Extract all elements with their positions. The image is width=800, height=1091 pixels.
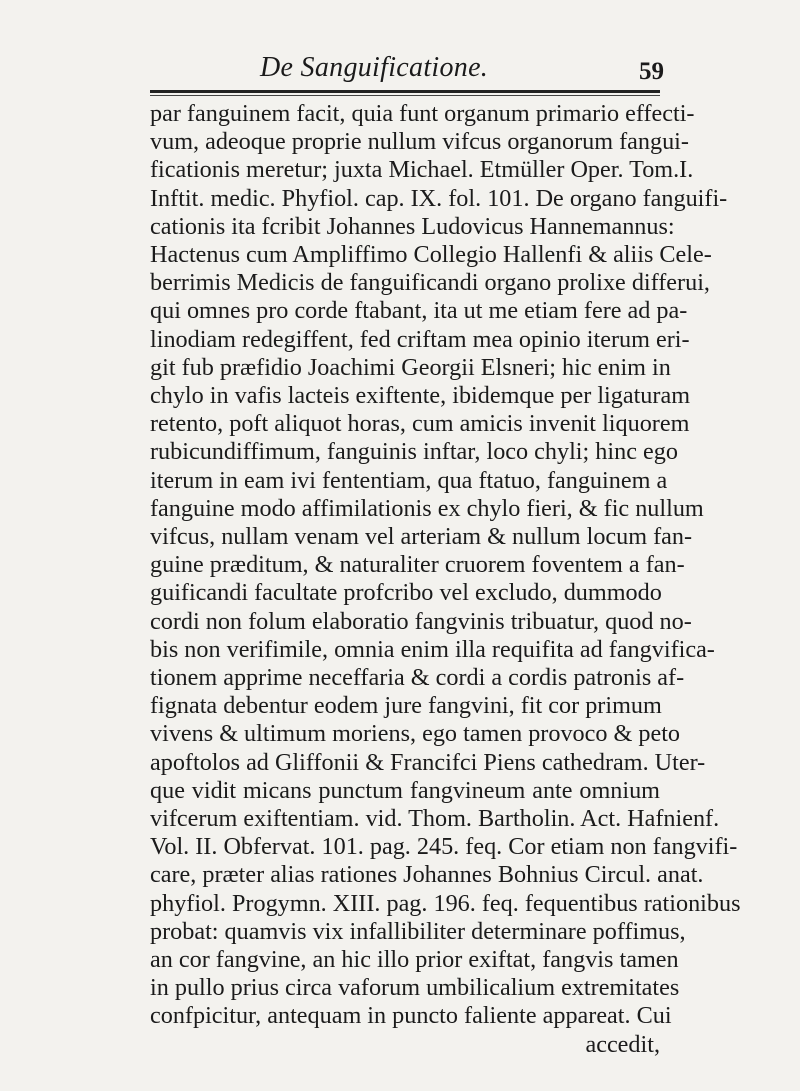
text-line: probat: quamvis vix infallibiliter determinare poffimus, (150, 917, 686, 945)
page-header (150, 50, 664, 90)
text-line: retento, poft aliquot horas, cum amicis invenit liquorem (150, 410, 690, 438)
text-line: accedit, (585, 1030, 660, 1058)
text-line: ficationis meretur; juxta Michael. Etmüller Oper. Tom.I. (150, 156, 694, 184)
text-line: cationis ita fcribit Johannes Ludovicus Hannemannus: (150, 212, 675, 240)
text-line: guificandi facultate profcribo vel excludo, dummodo (150, 579, 662, 607)
header-rule (150, 90, 660, 93)
running-title: De Sanguificatione. (260, 52, 489, 83)
text-line: vivens & ultimum moriens, ego tamen provoco & peto (150, 720, 681, 748)
text-line: vifcerum exiftentiam. vid. Thom. Bartholin. Act. Hafnienf. (150, 805, 720, 832)
text-line: cordi non folum elaboratio fangvinis tribuatur, quod no- (150, 607, 692, 635)
text-line: iterum in eam ivi fententiam, qua ftatuo, fanguinem a (150, 466, 668, 494)
text-line: Vol. II. Obfervat. 101. pag. 245. feq. Cor etiam non fangvifi- (150, 833, 738, 861)
text-line: phyfiol. Progymn. XIII. pag. 196. feq. fequentibus rationibus (150, 889, 741, 917)
text-line: qui omnes pro corde ftabant, ita ut me etiam fere ad pa- (150, 297, 688, 325)
text-line: git fub præfidio Joachimi Georgii Elsneri; hic enim in (150, 353, 671, 381)
text-line: care, præter alias rationes Johannes Bohnius Circul. anat. (150, 861, 704, 889)
text-line: fanguine modo affimilationis ex chylo fieri, & fic nullum (150, 494, 704, 522)
text-line: que vidit micans punctum fangvineum ante omnium (150, 776, 660, 804)
page-number: 59 (639, 58, 664, 85)
text-line: par fanguinem facit, quia funt organum primario effecti- (150, 100, 695, 127)
text-line: confpicitur, antequam in puncto faliente appareat. Cui (150, 1002, 672, 1030)
text-line: an cor fangvine, an hic illo prior exiftat, fangvis tamen (150, 946, 679, 973)
text-line: apoftolos ad Gliffonii & Francifci Piens cathedram. Uter- (150, 748, 706, 776)
text-line: Hactenus cum Ampliffimo Collegio Hallenfi & aliis Cele- (150, 241, 712, 268)
text-line: rubicundiffimum, fanguinis inftar, loco chyli; hinc ego (150, 438, 678, 466)
text-line: fignata debentur eodem jure fangvini, fit cor primum (150, 692, 662, 720)
text-line: tionem apprime neceffaria & cordi a cordis patronis af- (150, 664, 685, 691)
header-rule-thin (150, 95, 660, 96)
text-line: vifcus, nullam venam vel arteriam & nullum locum fan- (150, 523, 693, 550)
text-line: vum, adeoque proprie nullum vifcus organorum fangui- (150, 128, 689, 156)
text-line: linodiam redegiffent, fed criftam mea opinio iterum eri- (150, 325, 690, 353)
text-line: berrimis Medicis de fanguificandi organo prolixe differui, (150, 269, 710, 297)
text-line: Inftit. medic. Phyfiol. cap. IX. fol. 101. De organo fanguifi- (150, 184, 728, 212)
text-line: bis non verifimile, omnia enim illa requifita ad fangvifica- (150, 635, 715, 663)
text-line: chylo in vafis lacteis exiftente, ibidemque per ligaturam (150, 382, 691, 409)
text-line: in pullo prius circa vaforum umbilicalium extremitates (150, 974, 680, 1002)
text-line: guine præditum, & naturaliter cruorem foventem a fan- (150, 551, 685, 579)
